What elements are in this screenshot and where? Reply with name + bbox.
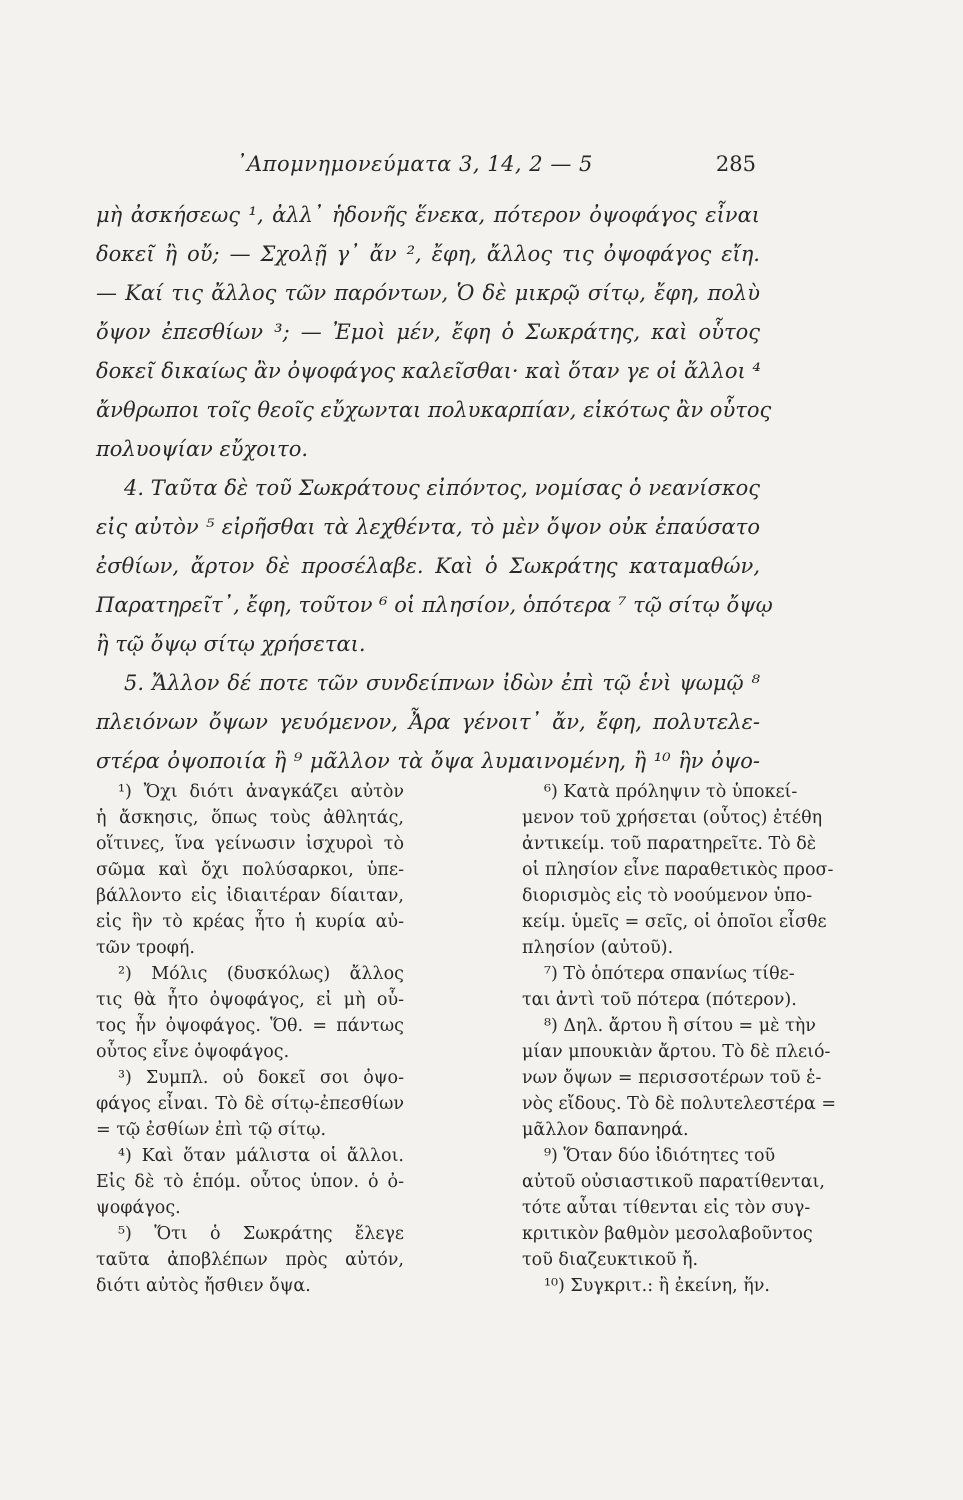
footnote-line: κριτικὸν βαθμὸν μεσολαβοῦντος	[522, 1224, 813, 1244]
text-line: ἄνθρωποι τοῖς θεοῖς εὔχωνται πολυκαρπίαν, εἰκότως ἂν οὗτος	[96, 398, 772, 422]
text-line: — Καί τις ἄλλος τῶν παρόντων, Ὁ δὲ μικρῷ σίτῳ, ἔφη, πολὺ	[96, 281, 760, 305]
footnote-line: ἀντικείμ. τοῦ παρατηρεῖτε. Τὸ δὲ	[522, 834, 817, 854]
footnote-line: οἵτινες, ἵνα γείνωσιν ἰσχυροὶ τὸ	[96, 834, 404, 854]
text-line: ἢ τῷ ὄψῳ σίτῳ χρήσεται.	[96, 632, 366, 656]
footnote-line: βάλλοντο εἰς ἰδιαιτέραν δίαιταν,	[96, 886, 404, 906]
footnote-line: οὗτος εἶνε ὀψοφάγος.	[96, 1042, 290, 1062]
text-line: Παρατηρεῖτ᾽, ἔφη, τοῦτον ⁶ οἱ πλησίον, ὁπότερα ⁷ τῷ σίτῳ ὄψῳ	[96, 593, 773, 617]
main-text	[96, 196, 773, 781]
text-line: ὄψον ἐπεσθίων ³; — Ἐμοὶ μέν, ἔφη ὁ Σωκράτης, καὶ οὗτος	[96, 320, 760, 344]
footnote-line: τος ἦν ὀψοφάγος. Ὅθ. = πάντως	[96, 1016, 404, 1036]
footnote-line: νων ὄψων = περισσοτέρων τοῦ ἑ-	[522, 1068, 822, 1088]
footnote-8: ⁸) Δηλ. ἄρτου ἢ σίτου = μὲ τὴν	[544, 1016, 816, 1036]
footnotes-left-column	[96, 779, 404, 1299]
section-5-start: 5. Ἄλλον δέ ποτε τῶν συνδείπνων ἰδὼν ἐπὶ τῷ ἑνὶ ψωμῷ ⁸	[124, 671, 760, 695]
text-line: πολυοψίαν εὔχοιτο.	[96, 437, 309, 461]
footnote-line: νὸς εἴδους. Τὸ δὲ πολυτελεστέρα =	[522, 1094, 837, 1114]
text-line: δοκεῖ δικαίως ἂν ὀψοφάγος καλεῖσθαι· καὶ ὅταν γε οἱ ἄλλοι ⁴	[96, 359, 761, 383]
text-line: ἐσθίων, ἄρτον δὲ προσέλαβε. Καὶ ὁ Σωκράτης καταμαθών,	[96, 554, 760, 578]
page-number: 285	[715, 152, 756, 176]
footnote-line: αὐτοῦ οὐσιαστικοῦ παρατίθενται,	[522, 1172, 825, 1192]
text-line: μὴ ἀσκήσεως ¹, ἀλλ᾽ ἡδονῆς ἕνεκα, πότερον ὀψοφάγος εἶναι	[96, 203, 760, 227]
text-line: στέρα ὀψοποιία ἢ ⁹ μᾶλλον τὰ ὄψα λυμαινομένη, ἢ ¹⁰ ἣν ὀψο-	[96, 749, 760, 773]
footnote-line: οἱ πλησίον εἶνε παραθετικὸς προσ-	[522, 860, 834, 880]
text-line: εἰς αὐτὸν ⁵ εἰρῆσθαι τὰ λεχθέντα, τὸ μὲν ὄψον οὐκ ἐπαύσατο	[96, 515, 760, 539]
footnote-7: ⁷) Τὸ ὁπότερα σπανίως τίθε-	[544, 964, 795, 984]
footnote-line: διορισμὸς εἰς τὸ νοούμενον ὑπο-	[522, 886, 813, 906]
footnote-10: ¹⁰) Συγκριτ.: ἢ ἐκείνη, ἥν.	[544, 1276, 770, 1296]
footnote-line: τοῦ διαζευκτικοῦ ἤ.	[522, 1250, 699, 1270]
footnote-line: = τῷ ἐσθίων ἐπὶ τῷ σίτῳ.	[96, 1120, 327, 1140]
footnote-6: ⁶) Κατὰ πρόληψιν τὸ ὑποκεί-	[544, 782, 798, 802]
page-header	[236, 152, 756, 182]
footnote-line: τις θὰ ἦτο ὀψοφάγος, εἰ μὴ οὗ-	[96, 990, 404, 1010]
footnote-5: ⁵) Ὅτι ὁ Σωκράτης ἔλεγε	[118, 1224, 404, 1244]
footnote-line: διότι αὐτὸς ἤσθιεν ὄψα.	[96, 1276, 311, 1296]
footnote-line: μᾶλλον δαπανηρά.	[522, 1120, 689, 1140]
footnote-line: ταῦτα ἀποβλέπων πρὸς αὐτόν,	[96, 1250, 404, 1270]
footnote-4: ⁴) Καὶ ὅταν μάλιστα οἱ ἄλλοι.	[118, 1146, 404, 1166]
footnote-line: ἡ ἄσκησις, ὅπως τοὺς ἀθλητάς,	[96, 808, 404, 828]
footnote-line: φάγος εἶναι. Τὸ δὲ σίτῳ-ἐπεσθίων	[96, 1094, 404, 1114]
footnote-line: εἰς ἣν τὸ κρέας ἦτο ἡ κυρία αὐ-	[96, 912, 404, 932]
footnote-line: μίαν μπουκιὰν ἄρτου. Τὸ δὲ πλειό-	[522, 1042, 831, 1062]
footnote-line: πλησίον (αὐτοῦ).	[522, 938, 674, 958]
footnote-line: ται ἀντὶ τοῦ πότερα (πότερον).	[522, 990, 797, 1010]
running-title: ᾿Απομνημονεύματα 3, 14, 2 — 5	[236, 152, 593, 176]
footnote-line: σῶμα καὶ ὄχι πολύσαρκοι, ὑπε-	[96, 860, 404, 880]
footnote-3: ³) Συμπλ. οὐ δοκεῖ σοι ὀψο-	[118, 1068, 404, 1088]
footnote-line: κείμ. ὑμεῖς = σεῖς, οἱ ὁποῖοι εἶσθε	[522, 912, 827, 932]
text-line: πλειόνων ὄψων γευόμενον, Ἆρα γένοιτ᾽ ἄν, ἔφη, πολυτελε-	[96, 710, 760, 734]
text-line: δοκεῖ ἢ οὔ; — Σχολῇ γ᾽ ἄν ², ἔφη, ἄλλος τις ὀψοφάγος εἴη.	[96, 242, 760, 266]
footnote-line: μενον τοῦ χρήσεται (οὗτος) ἐτέθη	[522, 808, 823, 828]
footnotes-right-column	[522, 779, 837, 1299]
section-4-start: 4. Ταῦτα δὲ τοῦ Σωκράτους εἰπόντος, νομίσας ὁ νεανίσκος	[124, 476, 760, 500]
footnote-1: ¹) Ὄχι διότι ἀναγκάζει αὐτὸν	[118, 782, 404, 802]
footnote-line: Εἰς δὲ τὸ ἑπόμ. οὗτος ὑπον. ὁ ὀ-	[96, 1172, 404, 1192]
footnote-9: ⁹) Ὅταν δύο ἰδιότητες τοῦ	[544, 1146, 776, 1166]
footnote-2: ²) Μόλις (δυσκόλως) ἄλλος	[118, 964, 404, 984]
footnote-line: τότε αὗται τίθενται εἰς τὸν συγ-	[522, 1198, 811, 1218]
footnote-line: ψοφάγος.	[96, 1198, 181, 1218]
footnote-line: τῶν τροφή.	[96, 938, 195, 958]
